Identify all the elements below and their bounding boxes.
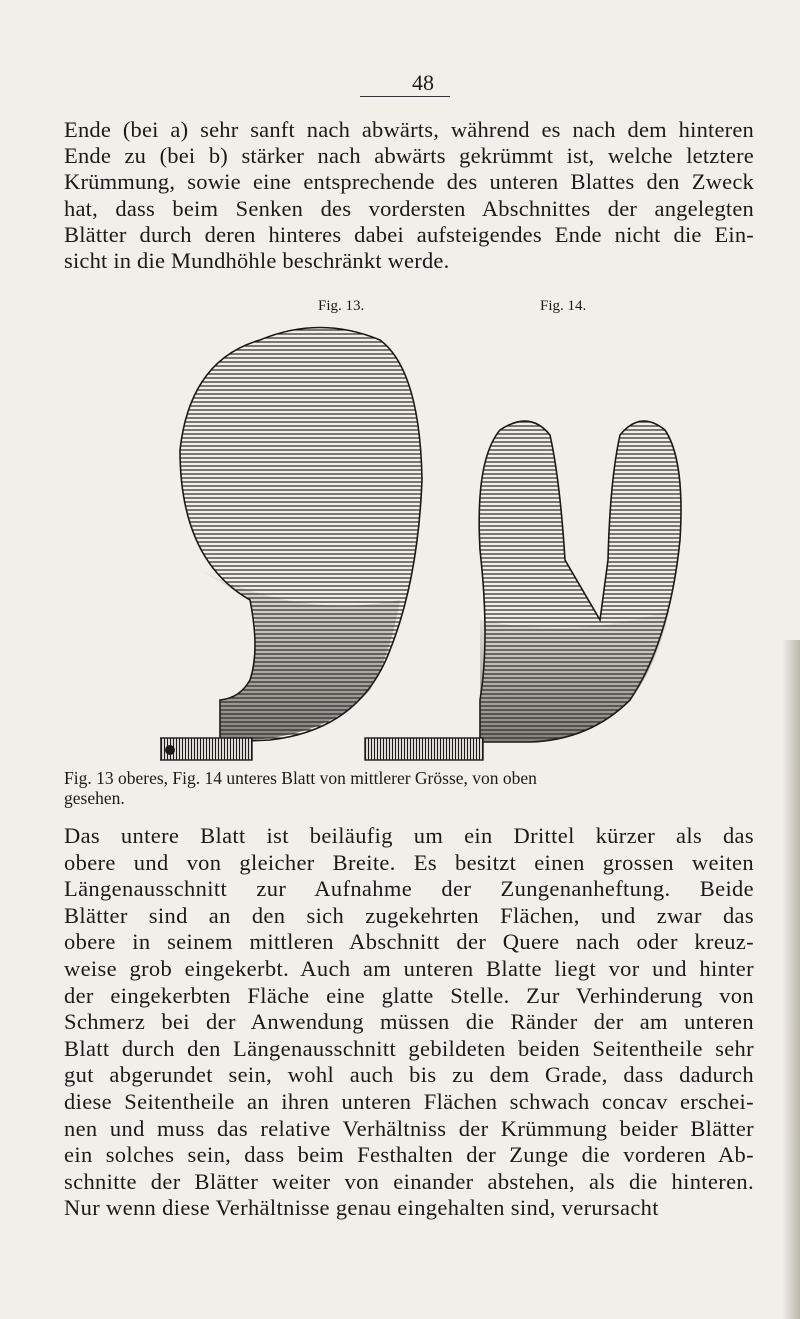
paragraph-bottom	[64, 823, 754, 1222]
figure-illustration	[160, 320, 720, 768]
text-line: Längenausschnitt zur Aufnahme der Zungenanheftung. Beide	[64, 876, 754, 902]
text-line: obere und von gleicher Breite. Es besitzt einen grossen weiten	[64, 849, 754, 875]
text-line: nen und muss das relative Verhältniss der Krümmung beider Blätter	[64, 1115, 754, 1141]
figure-14-label: Fig. 14.	[540, 298, 587, 314]
figure-caption	[64, 768, 754, 808]
page-number: 48	[412, 70, 434, 95]
page-number-rule	[360, 96, 450, 97]
page-edge-shadow	[782, 640, 800, 1319]
text-line: weise grob eingekerbt. Auch am unteren Blatte liegt vor und hinter	[64, 955, 754, 981]
text-line: Blatt durch den Längenausschnitt gebildeten beiden Seitentheile sehr	[64, 1035, 754, 1061]
text-line: gut abgerundet sein, wohl auch bis zu dem Grade, dass dadurch	[64, 1062, 754, 1088]
text-line: der eingekerbten Fläche eine glatte Stelle. Zur Verhinderung von	[64, 982, 754, 1008]
figure-13-label: Fig. 13.	[318, 298, 365, 314]
text-line: Blätter sind an den sich zugekehrten Flächen, und zwar das	[64, 902, 754, 928]
text-line: sicht in die Mundhöhle beschränkt werde.	[64, 248, 450, 274]
caption-line: Fig. 13 oberes, Fig. 14 unteres Blatt von mittlerer Grösse, von oben	[64, 768, 537, 788]
text-line: Krümmung, sowie eine entsprechende des unteren Blattes den Zweck	[64, 169, 754, 195]
text-line: ein solches sein, dass beim Festhalten der Zunge die vorderen Ab-	[64, 1142, 754, 1168]
text-line: Ende zu (bei b) stärker nach abwärts gekrümmt ist, welche letztere	[64, 143, 754, 169]
text-line: Nur wenn diese Verhältnisse genau eingehalten sind, verursacht	[64, 1195, 659, 1221]
text-line: Schmerz bei der Anwendung müssen die Ränder der am unteren	[64, 1009, 754, 1035]
caption-line: gesehen.	[64, 788, 125, 808]
text-line: Ende (bei a) sehr sanft nach abwärts, während es nach dem hinteren	[64, 117, 754, 142]
text-line: Das untere Blatt ist beiläufig um ein Drittel kürzer als das	[64, 823, 754, 848]
text-line: obere in seinem mittleren Abschnitt der Quere nach oder kreuz-	[64, 929, 754, 955]
fig13-blade	[160, 328, 422, 761]
text-line: Blätter durch deren hinteres dabei aufsteigendes Ende nicht die Ein-	[64, 221, 754, 247]
paragraph-top	[64, 117, 754, 274]
text-line: diese Seitentheile an ihren unteren Flächen schwach concav erschei-	[64, 1088, 754, 1114]
text-line: schnitte der Blätter weiter von einander abstehen, als die hinteren.	[64, 1168, 754, 1194]
text-line: hat, dass beim Senken des vordersten Abschnittes der angelegten	[64, 195, 754, 221]
